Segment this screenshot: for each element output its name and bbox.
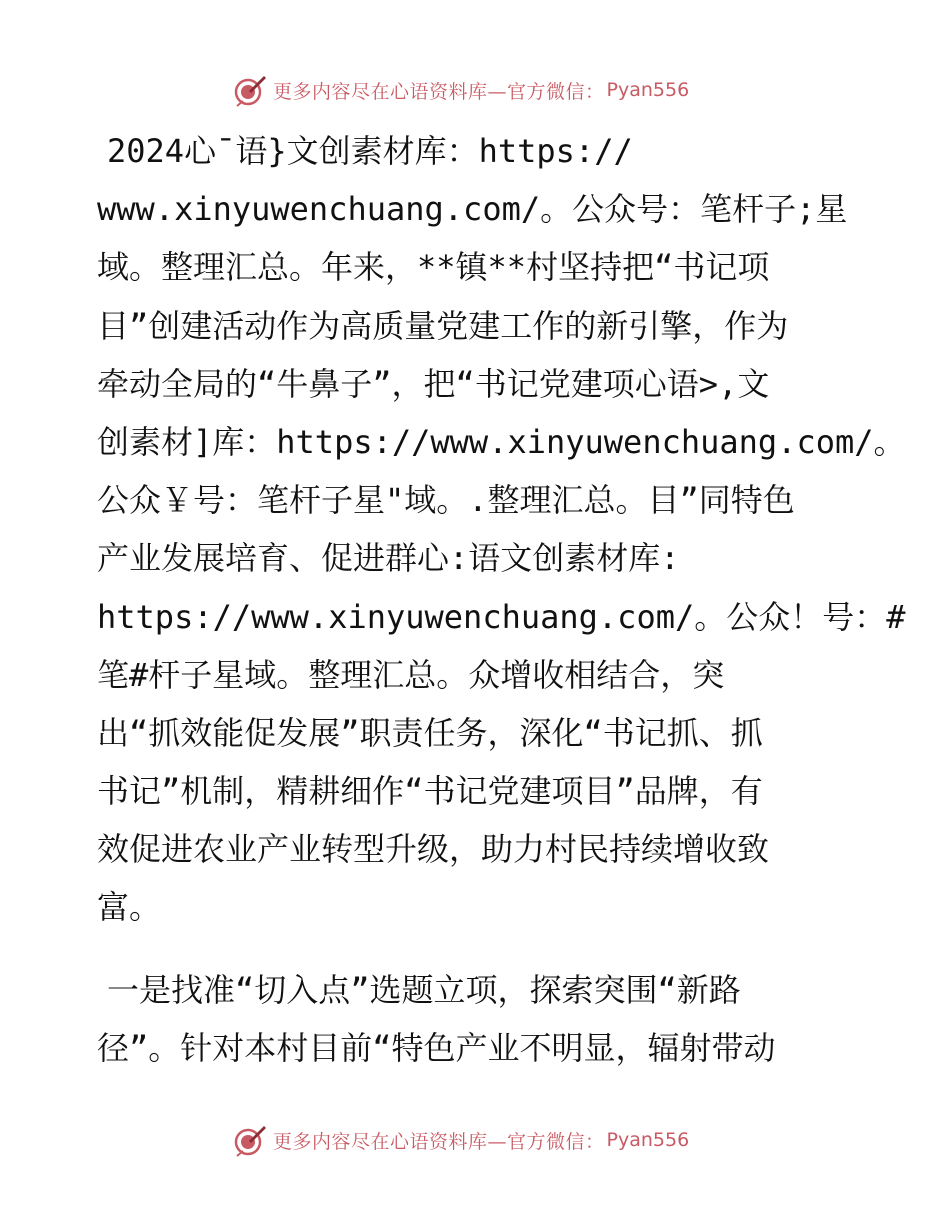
footer-banner [233, 1120, 713, 1160]
footer-wechat-id: Pyan556 [606, 1129, 690, 1151]
text-line: https://www.xinyuwenchuang.com/。公众！号：# [97, 597, 906, 636]
header-banner-text: 更多内容尽在心语资料库—官方微信： [273, 80, 605, 103]
text-line: 2024心¯语}文创素材库：https:// [107, 132, 633, 170]
text-line: 产业发展培育、促进群心:语文创素材库: [97, 539, 680, 578]
quill-seal-icon [233, 73, 267, 107]
paragraph-2 [97, 961, 857, 1077]
text-line: 效促进农业产业转型升级，助力村民持续增收致 [97, 830, 770, 869]
text-line: 创素材]库：https://www.xinyuwenchuang.com/。 [97, 422, 906, 461]
quill-seal-icon [233, 1123, 267, 1157]
text-line: 笔#杆子星域。整理汇总。众增收相结合，突 [97, 655, 725, 694]
paragraph-1 [97, 122, 906, 937]
text-line: 牵动全局的“牛鼻子”，把“书记党建项心语>,文 [97, 364, 770, 403]
paragraph-spacer [97, 937, 857, 961]
header-wechat-id: Pyan556 [606, 79, 690, 101]
text-line: 富。 [97, 888, 162, 927]
text-line: www.xinyuwenchuang.com/。公众号：笔杆子;星 [97, 190, 848, 229]
text-line: 域。整理汇总。年来，**镇**村坚持把“书记项 [97, 248, 770, 287]
text-line: 一是找准“切入点”选题立项，探索突围“新路 [107, 970, 741, 1009]
document-body [97, 122, 906, 1077]
text-line: 公众￥号：笔杆子星"域。.整理汇总。目”同特色 [97, 481, 795, 520]
text-line: 出“抓效能促发展”职责任务，深化“书记抓、抓 [97, 713, 763, 752]
text-line: 径”。针对本村目前“特色产业不明显，辐射带动 [97, 1028, 776, 1067]
text-line: 书记”机制，精耕细作“书记党建项目”品牌，有 [97, 772, 763, 811]
footer-banner-text: 更多内容尽在心语资料库—官方微信： [273, 1130, 605, 1153]
header-banner [233, 70, 713, 110]
text-line: 目”创建活动作为高质量党建工作的新引擎，作为 [97, 306, 789, 345]
